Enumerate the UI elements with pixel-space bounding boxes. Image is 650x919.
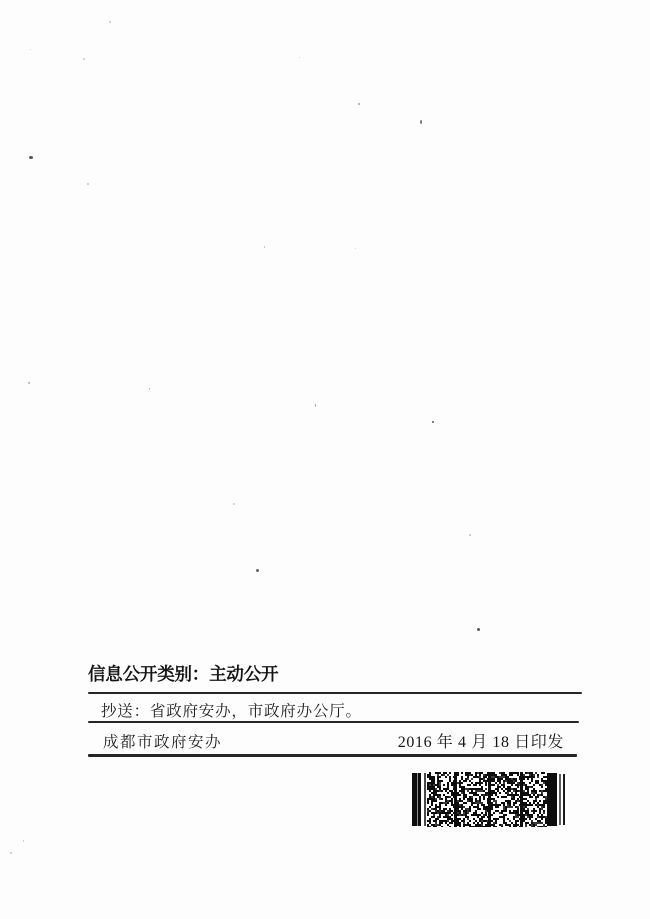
scan-speck bbox=[29, 156, 33, 159]
scan-speck bbox=[10, 852, 12, 854]
scan-speck bbox=[28, 382, 30, 384]
scan-speck bbox=[299, 57, 300, 58]
scan-speck bbox=[420, 120, 422, 124]
issuing-office: 成都市政府安办 bbox=[103, 734, 223, 751]
cc-line: 抄送：省政府安办，市政府办公厅。 bbox=[101, 703, 362, 720]
scan-speck bbox=[432, 421, 434, 423]
scan-speck bbox=[264, 246, 265, 248]
scan-speck bbox=[83, 58, 85, 60]
divider-line-top bbox=[88, 692, 582, 694]
print-date: 2016 年 4 月 18 日印发 bbox=[397, 734, 564, 751]
disclosure-category-line: 信息公开类别：主动公开 bbox=[88, 664, 279, 684]
scan-speck bbox=[30, 49, 31, 50]
scan-speck bbox=[256, 569, 259, 572]
barcode-image bbox=[412, 772, 568, 827]
scan-speck bbox=[233, 503, 235, 505]
scan-speck bbox=[355, 248, 356, 249]
scan-speck bbox=[477, 628, 480, 631]
scan-speck bbox=[315, 404, 316, 407]
scan-speck bbox=[87, 183, 89, 185]
scan-speck bbox=[109, 21, 111, 23]
divider-line-middle bbox=[88, 721, 579, 723]
issue-row bbox=[88, 729, 580, 752]
divider-line-bottom bbox=[88, 754, 577, 757]
scan-speck bbox=[469, 534, 471, 536]
scan-speck bbox=[149, 388, 150, 390]
scan-speck bbox=[23, 840, 24, 842]
scan-speck bbox=[358, 103, 360, 105]
